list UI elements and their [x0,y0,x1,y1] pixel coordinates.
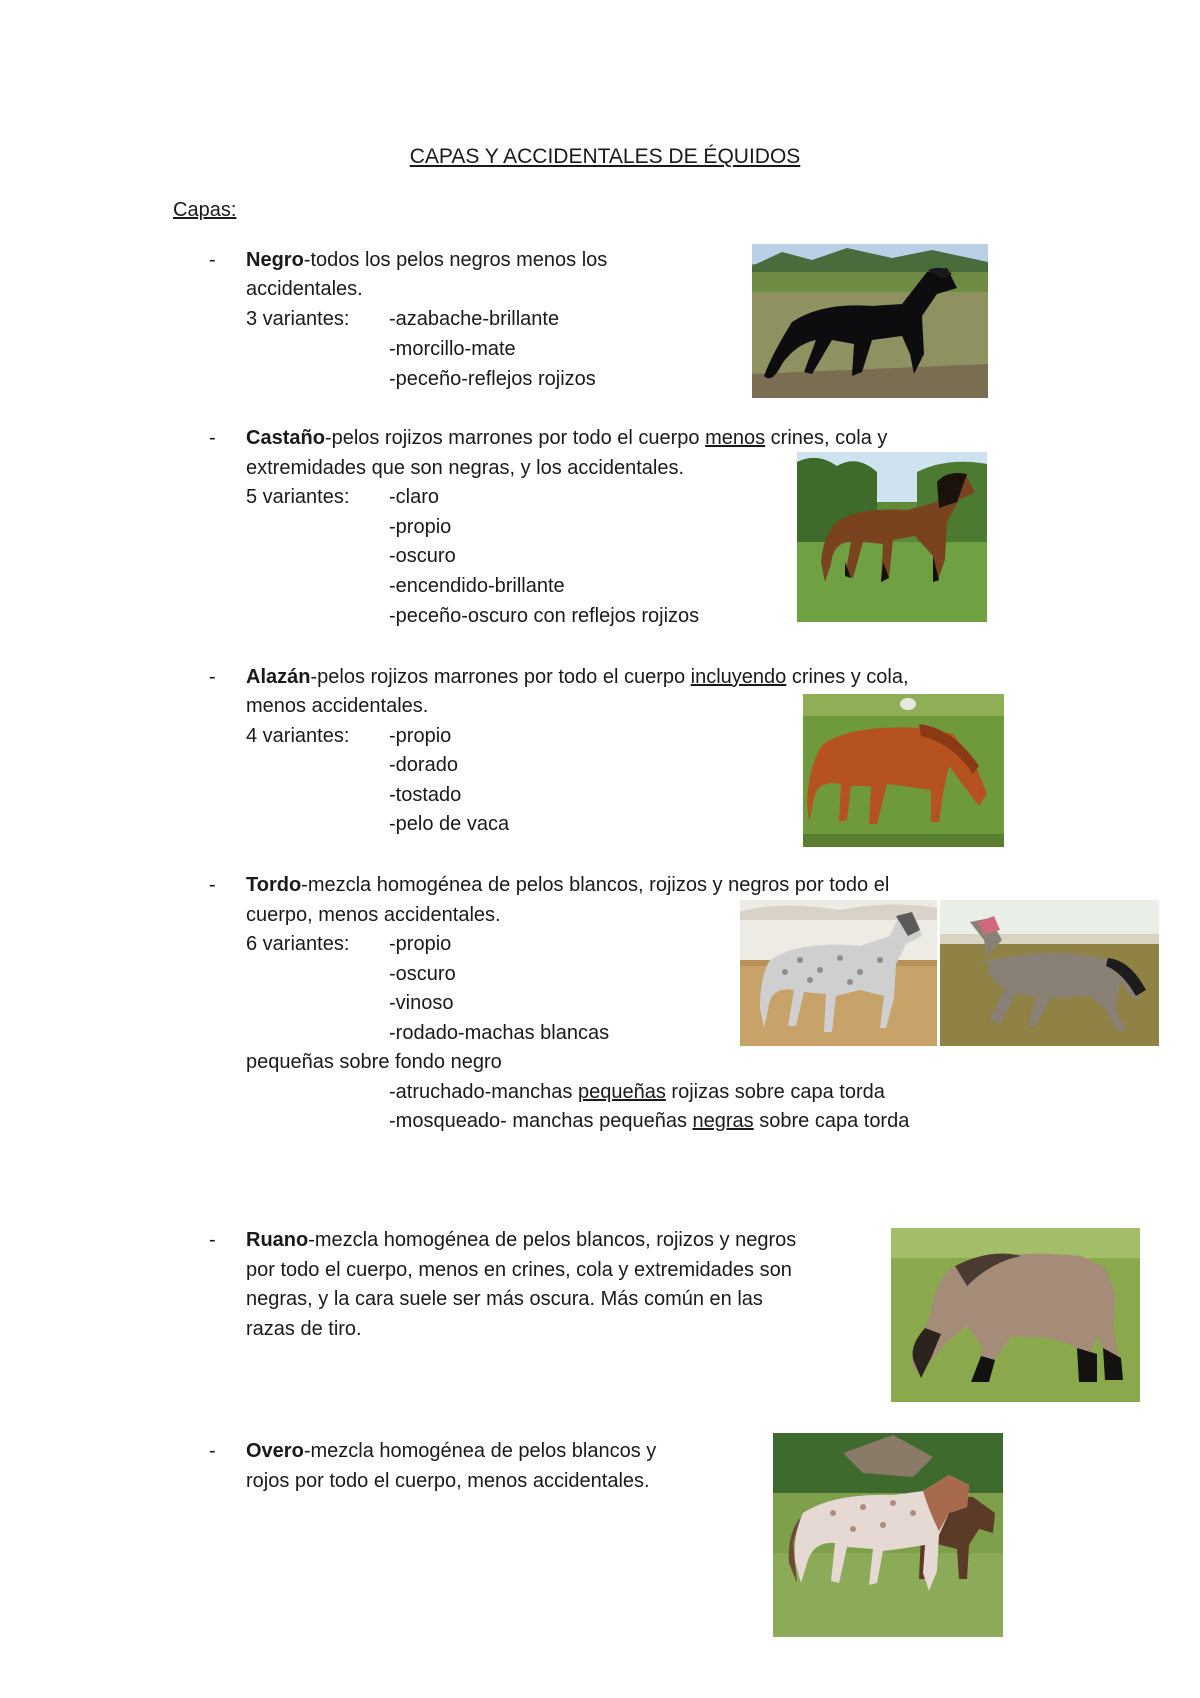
alazan-emphasis: incluyendo [690,666,787,688]
negro-variant: -peceño-reflejos rojizos [389,368,596,390]
tordo-name: Tordo [246,874,302,896]
negro-count: 3 variantes: [246,308,350,330]
negro-line-2: accidentales. [246,278,363,300]
castano-name: Castaño [246,427,325,449]
tordo-line-2: cuerpo, menos accidentales. [246,904,501,926]
castano-variant: -oscuro [389,545,456,567]
tordo-variant: -vinoso [389,992,454,1014]
alazan-variant: -propio [389,725,452,747]
castano-variant: -encendido-brillante [389,575,565,597]
overo-desc: -mezcla homogénea de pelos blancos y [303,1440,657,1462]
tordo-variant: -rodado-machas blancas [389,1022,610,1044]
tordo-variant: -oscuro [389,963,456,985]
overo-line-2: rojos por todo el cuerpo, menos accidentales. [246,1470,650,1492]
alazan-variant: -dorado [389,754,458,776]
tordo-desc: -mezcla homogénea de pelos blancos, rojizos y negros por todo el [301,874,890,896]
tordo-v5-end: rojizas sobre capa torda [665,1081,885,1103]
tordo-count: 6 variantes: [246,933,350,955]
alazan-name: Alazán [246,666,311,688]
grey-horse-photo-2 [940,900,1159,1046]
ruano-line-2: por todo el cuerpo, menos en crines, cola y extremidades son [246,1259,792,1281]
negro-line-1 [246,250,607,270]
list-bullet: - [209,249,216,271]
overo-line-1 [246,1441,656,1461]
alazan-variant: -tostado [389,784,462,806]
castano-variant: -peceño-oscuro con reflejos rojizos [389,605,700,627]
alazan-line-1 [246,667,909,687]
grey-horse-photo-1 [740,900,937,1046]
ruano-desc: -mezcla homogénea de pelos blancos, rojizos y negros [308,1229,797,1251]
tordo-variant-continued: pequeñas sobre fondo negro [246,1051,502,1073]
ruano-name: Ruano [246,1229,309,1251]
alazan-variant: -pelo de vaca [389,813,510,835]
negro-variant: -azabache-brillante [389,308,560,330]
castano-line-2: extremidades que son negras, y los accidentales. [246,457,685,479]
list-bullet: - [209,1440,216,1462]
section-heading: Capas: [173,199,237,221]
castano-variant: -claro [389,486,440,508]
ruano-line-3: negras, y la cara suele ser más oscura. Más común en las [246,1288,763,1310]
tordo-v5-text: -atruchado-manchas [389,1081,578,1103]
negro-desc: -todos los pelos negros menos los [303,249,608,271]
tordo-variant-mosqueado [389,1111,909,1131]
castano-variant: -propio [389,516,452,538]
castano-count: 5 variantes: [246,486,350,508]
tordo-v6-emphasis: negras [692,1110,754,1132]
castano-line-1 [246,428,887,448]
list-bullet: - [209,1229,216,1251]
tordo-variant: -propio [389,933,452,955]
ruano-line-4: razas de tiro. [246,1318,362,1340]
tordo-v6-end: sobre capa torda [753,1110,910,1132]
roan-horse-photo [891,1228,1140,1402]
ruano-line-1 [246,1230,796,1250]
alazan-line-2: menos accidentales. [246,695,429,717]
tordo-line-1 [246,875,889,895]
tordo-v5-emphasis: pequeñas [577,1081,666,1103]
list-bullet: - [209,427,216,449]
bay-horse-photo [797,452,987,622]
castano-emphasis: menos [705,427,766,449]
page-title: CAPAS Y ACCIDENTALES DE ÉQUIDOS [409,145,801,168]
alazan-desc: -pelos rojizos marrones por todo el cuerpo [310,666,691,688]
tordo-variant-atruchado [389,1082,885,1102]
black-horse-photo [752,244,988,398]
castano-desc-end: crines, cola y [765,427,888,449]
alazan-count: 4 variantes: [246,725,350,747]
alazan-desc-end: crines y cola, [786,666,909,688]
list-bullet: - [209,874,216,896]
negro-variant: -morcillo-mate [389,338,516,360]
negro-name: Negro [246,249,304,271]
list-bullet: - [209,666,216,688]
overo-name: Overo [246,1440,304,1462]
chestnut-horse-photo [803,694,1004,847]
castano-desc: -pelos rojizos marrones por todo el cuerpo [324,427,706,449]
tordo-v6-text: -mosqueado- manchas pequeñas [389,1110,693,1132]
overo-horse-photo [773,1433,1003,1637]
